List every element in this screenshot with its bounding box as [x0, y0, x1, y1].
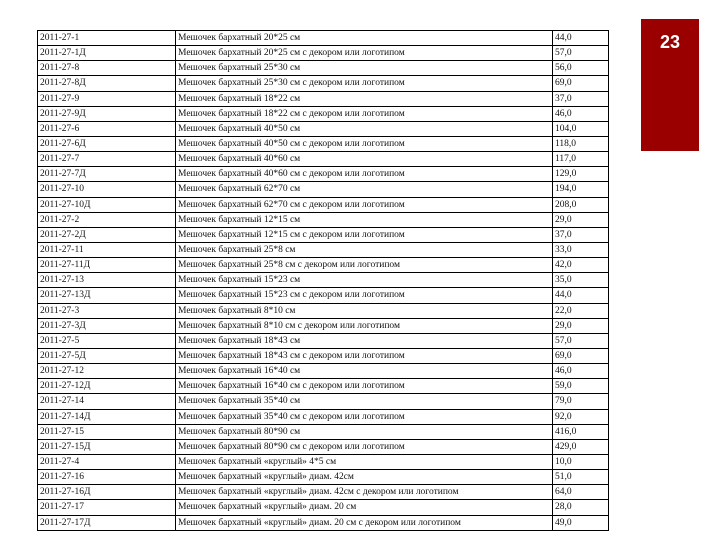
product-code: 2011-27-5	[38, 333, 176, 348]
product-name: Мешочек бархатный 40*60 см с декором или логотипом	[176, 167, 553, 182]
product-code: 2011-27-14	[38, 394, 176, 409]
product-price: 44,0	[553, 288, 609, 303]
product-code: 2011-27-9	[38, 91, 176, 106]
table-row	[38, 454, 609, 469]
product-price: 69,0	[553, 76, 609, 91]
product-name: Мешочек бархатный 20*25 см	[176, 31, 553, 46]
table-row	[38, 91, 609, 106]
product-price: 57,0	[553, 46, 609, 61]
product-code: 2011-27-17Д	[38, 515, 176, 530]
table-row	[38, 333, 609, 348]
product-name: Мешочек бархатный 62*70 см с декором или логотипом	[176, 197, 553, 212]
product-code: 2011-27-16	[38, 470, 176, 485]
product-name: Мешочек бархатный 12*15 см с декором или логотипом	[176, 227, 553, 242]
product-price: 29,0	[553, 318, 609, 333]
product-name: Мешочек бархатный «круглый» 4*5 см	[176, 454, 553, 469]
product-price: 79,0	[553, 394, 609, 409]
product-price: 44,0	[553, 31, 609, 46]
table-row	[38, 212, 609, 227]
product-code: 2011-27-7	[38, 152, 176, 167]
product-code: 2011-27-12Д	[38, 379, 176, 394]
product-name: Мешочек бархатный 15*23 см	[176, 273, 553, 288]
product-name: Мешочек бархатный 8*10 см	[176, 303, 553, 318]
table-row	[38, 348, 609, 363]
product-name: Мешочек бархатный 20*25 см с декором или логотипом	[176, 46, 553, 61]
table-row	[38, 364, 609, 379]
table-row	[38, 258, 609, 273]
product-name: Мешочек бархатный 12*15 см	[176, 212, 553, 227]
table-row	[38, 242, 609, 257]
product-name: Мешочек бархатный 18*22 см	[176, 91, 553, 106]
table-row	[38, 288, 609, 303]
product-code: 2011-27-8Д	[38, 76, 176, 91]
table-row	[38, 470, 609, 485]
table-row	[38, 409, 609, 424]
table-row	[38, 182, 609, 197]
product-code: 2011-27-11Д	[38, 258, 176, 273]
table-row	[38, 500, 609, 515]
table-row	[38, 76, 609, 91]
table-row	[38, 121, 609, 136]
product-price: 42,0	[553, 258, 609, 273]
product-price: 37,0	[553, 227, 609, 242]
product-code: 2011-27-1	[38, 31, 176, 46]
product-price: 208,0	[553, 197, 609, 212]
product-code: 2011-27-3	[38, 303, 176, 318]
product-price: 69,0	[553, 348, 609, 363]
product-code: 2011-27-13Д	[38, 288, 176, 303]
product-price: 10,0	[553, 454, 609, 469]
product-name: Мешочек бархатный 18*43 см	[176, 333, 553, 348]
product-price: 37,0	[553, 91, 609, 106]
table-row	[38, 61, 609, 76]
product-name: Мешочек бархатный 80*90 см с декором или логотипом	[176, 439, 553, 454]
product-code: 2011-27-17	[38, 500, 176, 515]
product-name: Мешочек бархатный 40*50 см с декором или логотипом	[176, 136, 553, 151]
table-row	[38, 167, 609, 182]
product-code: 2011-27-14Д	[38, 409, 176, 424]
table-row	[38, 394, 609, 409]
product-price: 51,0	[553, 470, 609, 485]
product-code: 2011-27-15	[38, 424, 176, 439]
product-price: 194,0	[553, 182, 609, 197]
product-name: Мешочек бархатный 80*90 см	[176, 424, 553, 439]
table-row	[38, 273, 609, 288]
product-price: 92,0	[553, 409, 609, 424]
product-price: 104,0	[553, 121, 609, 136]
table-row	[38, 485, 609, 500]
product-code: 2011-27-15Д	[38, 439, 176, 454]
product-price: 117,0	[553, 152, 609, 167]
product-name: Мешочек бархатный 25*30 см с декором или логотипом	[176, 76, 553, 91]
product-name: Мешочек бархатный 8*10 см с декором или логотипом	[176, 318, 553, 333]
product-code: 2011-27-6	[38, 121, 176, 136]
product-name: Мешочек бархатный 40*50 см	[176, 121, 553, 136]
product-name: Мешочек бархатный 40*60 см	[176, 152, 553, 167]
product-code: 2011-27-6Д	[38, 136, 176, 151]
table-row	[38, 136, 609, 151]
product-name: Мешочек бархатный «круглый» диам. 20 см	[176, 500, 553, 515]
table-row	[38, 31, 609, 46]
product-price: 33,0	[553, 242, 609, 257]
product-name: Мешочек бархатный 25*8 см	[176, 242, 553, 257]
product-price: 49,0	[553, 515, 609, 530]
product-price: 118,0	[553, 136, 609, 151]
product-price: 46,0	[553, 364, 609, 379]
table-row	[38, 46, 609, 61]
product-price: 57,0	[553, 333, 609, 348]
product-code: 2011-27-11	[38, 242, 176, 257]
product-code: 2011-27-5Д	[38, 348, 176, 363]
product-price: 64,0	[553, 485, 609, 500]
product-code: 2011-27-16Д	[38, 485, 176, 500]
table-row	[38, 318, 609, 333]
product-name: Мешочек бархатный 16*40 см	[176, 364, 553, 379]
product-code: 2011-27-10	[38, 182, 176, 197]
product-price: 429,0	[553, 439, 609, 454]
product-name: Мешочек бархатный 15*23 см с декором или логотипом	[176, 288, 553, 303]
product-price: 59,0	[553, 379, 609, 394]
product-price: 22,0	[553, 303, 609, 318]
table-row	[38, 515, 609, 530]
table-row	[38, 303, 609, 318]
product-name: Мешочек бархатный 62*70 см	[176, 182, 553, 197]
table-row	[38, 439, 609, 454]
product-code: 2011-27-2Д	[38, 227, 176, 242]
table-row	[38, 227, 609, 242]
table-row	[38, 379, 609, 394]
product-name: Мешочек бархатный 16*40 см с декором или логотипом	[176, 379, 553, 394]
product-code: 2011-27-4	[38, 454, 176, 469]
product-code: 2011-27-8	[38, 61, 176, 76]
product-code: 2011-27-3Д	[38, 318, 176, 333]
table-row	[38, 197, 609, 212]
product-code: 2011-27-1Д	[38, 46, 176, 61]
price-table-body	[38, 31, 609, 531]
product-code: 2011-27-13	[38, 273, 176, 288]
table-row	[38, 424, 609, 439]
product-name: Мешочек бархатный 35*40 см с декором или логотипом	[176, 409, 553, 424]
product-price: 46,0	[553, 106, 609, 121]
table-row	[38, 152, 609, 167]
product-code: 2011-27-7Д	[38, 167, 176, 182]
product-code: 2011-27-2	[38, 212, 176, 227]
product-code: 2011-27-10Д	[38, 197, 176, 212]
page-number: 23	[659, 32, 681, 52]
product-name: Мешочек бархатный «круглый» диам. 42см	[176, 470, 553, 485]
product-code: 2011-27-12	[38, 364, 176, 379]
product-price: 35,0	[553, 273, 609, 288]
product-price: 416,0	[553, 424, 609, 439]
product-code: 2011-27-9Д	[38, 106, 176, 121]
table-row	[38, 106, 609, 121]
product-name: Мешочек бархатный 35*40 см	[176, 394, 553, 409]
product-name: Мешочек бархатный «круглый» диам. 20 см с декором или логотипом	[176, 515, 553, 530]
product-price: 56,0	[553, 61, 609, 76]
page-number-box	[641, 19, 699, 151]
price-table	[37, 30, 609, 531]
product-name: Мешочек бархатный 25*8 см с декором или логотипом	[176, 258, 553, 273]
product-name: Мешочек бархатный 25*30 см	[176, 61, 553, 76]
product-name: Мешочек бархатный «круглый» диам. 42см с декором или логотипом	[176, 485, 553, 500]
product-price: 28,0	[553, 500, 609, 515]
product-name: Мешочек бархатный 18*22 см с декором или логотипом	[176, 106, 553, 121]
product-name: Мешочек бархатный 18*43 см с декором или логотипом	[176, 348, 553, 363]
product-price: 129,0	[553, 167, 609, 182]
product-price: 29,0	[553, 212, 609, 227]
